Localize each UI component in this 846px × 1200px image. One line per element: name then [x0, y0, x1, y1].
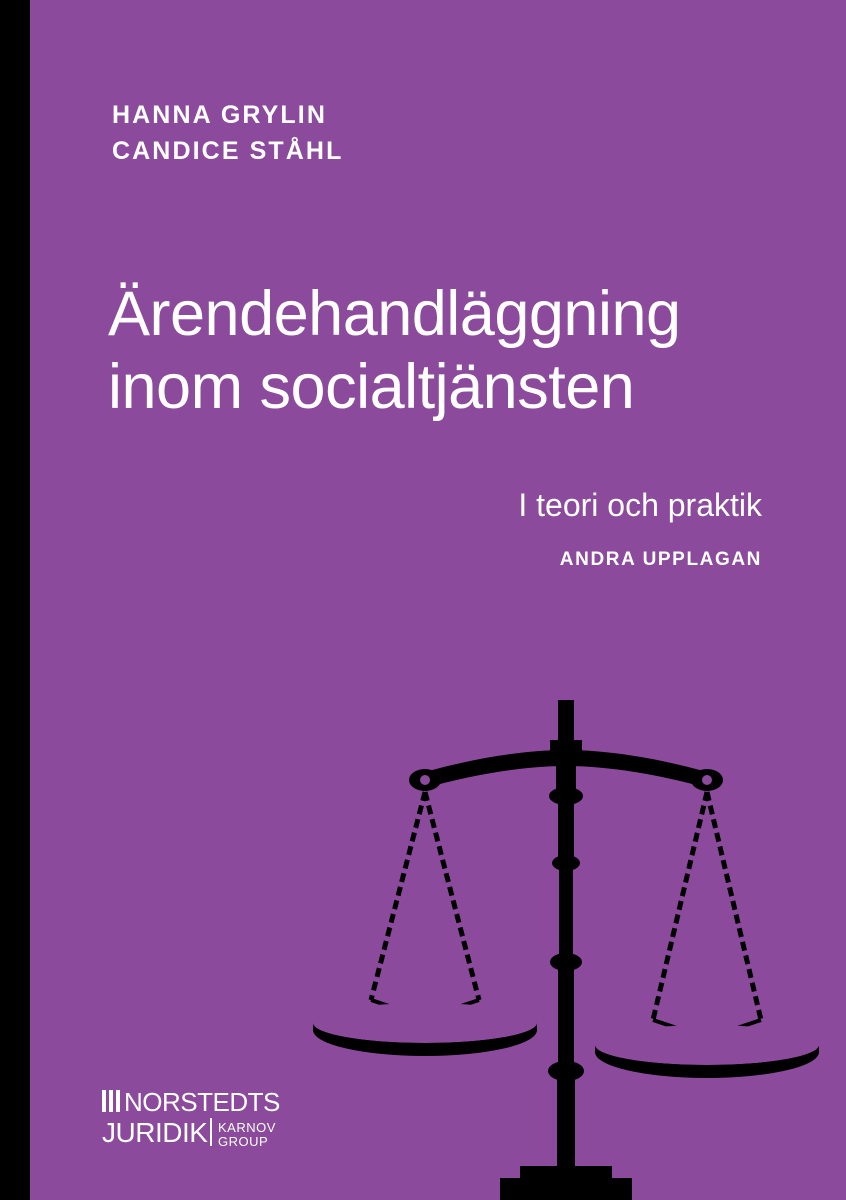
svg-text:GROUP: GROUP [218, 1134, 269, 1149]
title-line-2: inom socialtjänsten [108, 352, 635, 423]
publisher-logo [102, 1086, 302, 1152]
svg-text:KARNOV: KARNOV [218, 1120, 276, 1135]
scales-of-justice-icon [275, 700, 846, 1200]
svg-text:JURIDIK: JURIDIK [102, 1117, 208, 1148]
title-line-1: Ärendehandläggning [108, 279, 681, 349]
author-name-1: HANNA GRYLIN [112, 101, 328, 129]
book-spine [0, 0, 30, 1200]
author-names [112, 98, 343, 169]
author-name-2: CANDICE STÅHL [112, 136, 344, 165]
svg-text:NORSTEDTS: NORSTEDTS [124, 1087, 280, 1117]
edition-label: ANDRA UPPLAGAN [559, 549, 762, 570]
book-subtitle: I teori och praktik [518, 487, 762, 523]
cover-front-face [30, 0, 846, 1200]
book-title [108, 278, 808, 424]
bars-icon [102, 1090, 120, 1112]
